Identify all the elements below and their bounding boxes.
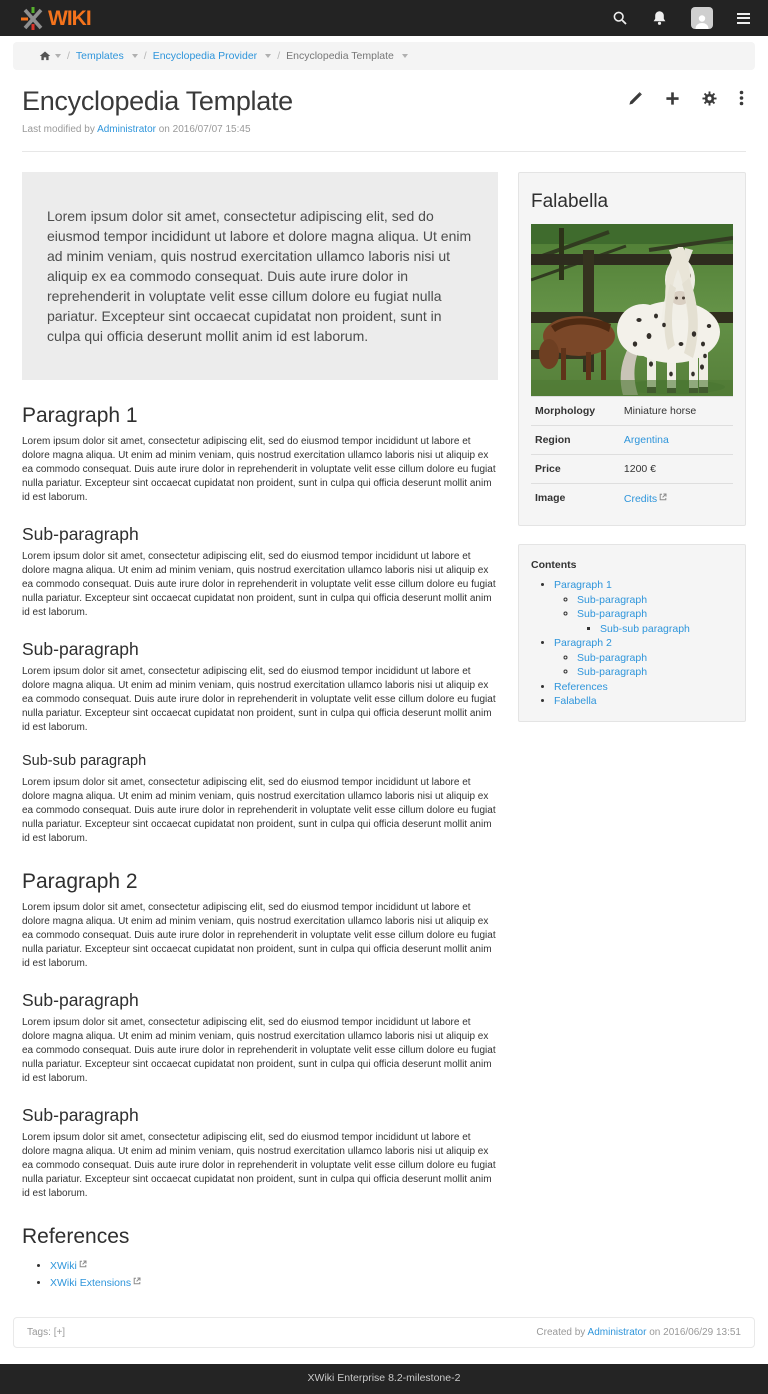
toc-panel [518,544,746,722]
add-plus-icon[interactable] [665,91,680,106]
toc-link[interactable]: Falabella [554,695,597,707]
external-link-icon [659,492,667,504]
infobox-value: 1200 € [623,463,657,475]
edit-pencil-icon[interactable] [628,91,643,106]
section-paragraph: Lorem ipsum dolor sit amet, consectetur adipiscing elit, sed do eiusmod tempor incididunt ut labore et dolore magna aliqua. Ut enim ad minim veniam, quis nostrud exercitation ullamco laboris nisi ut aliquip ex ea commodo consequat. Duis aute irure dolor in reprehenderit in voluptate velit esse cillum dolore eu fugiat nulla pariatur. Excepteur sint occaecat cupidatat non proident, sunt in culpa qui officia deserunt mollit anim id est laborum. [22,666,496,734]
section-heading: Sub-paragraph [22,639,139,660]
toc-item [554,636,733,680]
chevron-down-icon[interactable] [132,54,138,58]
infobox-label: Image [535,492,566,504]
last-modified-suffix: on 2016/07/07 15:45 [158,124,251,135]
tags [27,1327,65,1338]
infobox-row [531,484,733,514]
infobox-value-link[interactable]: Credits [623,493,658,505]
version-text: XWiki Enterprise 8.2-milestone-2 [307,1371,461,1384]
breadcrumb-separator: / [277,50,281,62]
breadcrumb-link[interactable]: Encyclopedia Provider [152,50,258,62]
last-modified [22,124,746,135]
page-header [0,70,768,135]
toc-link[interactable]: Paragraph 2 [554,637,612,649]
toc-link[interactable]: Sub-paragraph [577,593,648,606]
page-title: Encyclopedia Template [22,86,293,116]
more-kebab-icon[interactable] [739,90,744,106]
xwiki-logo-text: WIKI [48,6,91,30]
toc-list [554,651,733,680]
external-link-icon [79,1257,87,1273]
reference-link[interactable]: XWiki [50,1259,77,1272]
toc-item [554,680,733,695]
section-heading: Paragraph 1 [22,404,138,427]
tags-label: Tags: [27,1326,51,1338]
notifications-bell-icon[interactable] [652,10,667,26]
xwiki-logo-x-icon [20,5,46,31]
infobox-row [531,426,733,455]
intro-box: Lorem ipsum dolor sit amet, consectetur adipiscing elit, sed do eiusmod tempor incididunt ut labore et dolore magna aliqua. Ut enim ad minim veniam, quis nostrud exercitation ullamco laboris nisi ut aliquip ex ea commodo consequat. Duis aute irure dolor in reprehenderit in voluptate velit esse cillum dolore eu fugiat nulla pariatur. Excepteur sint occaecat cupidatat non proident, sunt in culpa qui officia deserunt mollit anim id est laborum. [22,172,498,380]
infobox-label: Price [535,463,561,475]
breadcrumb-separator: / [143,50,147,62]
section-heading: Sub-paragraph [22,1105,139,1126]
section-heading: Sub-paragraph [22,524,139,545]
section-paragraph: Lorem ipsum dolor sit amet, consectetur adipiscing elit, sed do eiusmod tempor incididunt ut labore et dolore magna aliqua. Ut enim ad minim veniam, quis nostrud exercitation ullamco laboris nisi ut aliquip ex ea commodo consequat. Duis aute irure dolor in reprehenderit in voluptate velit esse cillum dolore eu fugiat nulla pariatur. Excepteur sint occaecat cupidatat non proident, sunt in culpa qui officia deserunt mollit anim id est laborum. [22,1132,496,1200]
toc-item [554,578,733,636]
infobox-table [531,396,733,513]
toc-list [554,593,733,637]
breadcrumb-current: Encyclopedia Template [286,50,394,62]
infobox-row [531,397,733,426]
reference-link[interactable]: XWiki Extensions [50,1276,132,1289]
settings-gear-icon[interactable] [702,91,717,106]
toc-title: Contents [531,559,577,571]
infobox-panel [518,172,746,526]
infobox-label: Region [535,434,571,446]
search-icon[interactable] [612,10,628,26]
section-heading: Paragraph 2 [22,870,138,894]
reference-item [50,1257,498,1274]
xwiki-logo[interactable] [20,5,91,31]
person-icon [694,13,710,29]
toc-item [577,607,733,636]
references-heading: References [22,1225,130,1249]
section-paragraph: Lorem ipsum dolor sit amet, consectetur adipiscing elit, sed do eiusmod tempor incididunt ut labore et dolore magna aliqua. Ut enim ad minim veniam, quis nostrud exercitation ullamco laboris nisi ut aliquip ex ea commodo consequat. Duis aute irure dolor in reprehenderit in voluptate velit esse cillum dolore eu fugiat nulla pariatur. Excepteur sint occaecat cupidatat non proident, sunt in culpa qui officia deserunt mollit anim id est laborum. [22,1017,496,1085]
toc-link[interactable]: References [554,680,608,693]
section-paragraph: Lorem ipsum dolor sit amet, consectetur adipiscing elit, sed do eiusmod tempor incididunt ut labore et dolore magna aliqua. Ut enim ad minim veniam, quis nostrud exercitation ullamco laboris nisi ut aliquip ex ea commodo consequat. Duis aute irure dolor in reprehenderit in voluptate velit esse cillum dolore eu fugiat nulla pariatur. Excepteur sint occaecat cupidatat non proident, sunt in culpa qui officia deserunt mollit anim id est laborum. [22,436,496,504]
toc-link[interactable]: Sub-paragraph [577,608,648,620]
toc-link[interactable]: Sub-paragraph [577,651,648,664]
chevron-down-icon[interactable] [265,54,271,58]
content-sections [22,404,498,1201]
toc-item [577,665,733,680]
toc-link[interactable]: Paragraph 1 [554,579,612,591]
external-link-icon [133,1274,141,1290]
breadcrumb-separator: / [67,50,70,62]
infobox-label: Morphology [535,405,596,417]
created-suffix: on 2016/06/29 13:51 [649,1326,741,1338]
breadcrumb [13,42,755,70]
references-list [22,1257,498,1291]
sidebar [518,172,746,740]
add-tag-button[interactable]: [+] [53,1326,66,1338]
bottom-bar [0,1364,768,1394]
toc-item [577,651,733,666]
toc-list [577,622,733,637]
infobox-value [622,426,733,455]
chevron-down-icon[interactable] [402,54,408,58]
section-heading: Sub-sub paragraph [22,753,147,770]
infobox-value: Miniature horse [623,405,697,417]
toc-list [531,578,733,709]
toc-item [554,694,733,709]
created-author-link[interactable]: Administrator [587,1326,647,1338]
infobox-value-link[interactable]: Argentina [623,434,669,446]
toc-link[interactable]: Sub-paragraph [577,666,648,678]
user-avatar[interactable] [691,7,713,29]
section-paragraph: Lorem ipsum dolor sit amet, consectetur adipiscing elit, sed do eiusmod tempor incididunt ut labore et dolore magna aliqua. Ut enim ad minim veniam, quis nostrud exercitation ullamco laboris nisi ut aliquip ex ea commodo consequat. Duis aute irure dolor in reprehenderit in voluptate velit esse cillum dolore eu fugiat nulla pariatur. Excepteur sint occaecat cupidatat non proident, sunt in culpa qui officia deserunt mollit anim id est laborum. [22,902,496,970]
home-icon[interactable] [39,50,61,62]
toc-item [600,622,733,637]
infobox-title: Falabella [531,191,609,212]
breadcrumb-link[interactable]: Templates [75,50,124,62]
section-paragraph: Lorem ipsum dolor sit amet, consectetur adipiscing elit, sed do eiusmod tempor incididunt ut labore et dolore magna aliqua. Ut enim ad minim veniam, quis nostrud exercitation ullamco laboris nisi ut aliquip ex ea commodo consequat. Duis aute irure dolor in reprehenderit in voluptate velit esse cillum dolore eu fugiat nulla pariatur. Excepteur sint occaecat cupidatat non proident, sunt in culpa qui officia deserunt mollit anim id est laborum. [22,551,496,619]
section-paragraph: Lorem ipsum dolor sit amet, consectetur adipiscing elit, sed do eiusmod tempor incididunt ut labore et dolore magna aliqua. Ut enim ad minim veniam, quis nostrud exercitation ullamco laboris nisi ut aliquip ex ea commodo consequat. Duis aute irure dolor in reprehenderit in voluptate velit esse cillum dolore eu fugiat nulla pariatur. Excepteur sint occaecat cupidatat non proident, sunt in culpa qui officia deserunt mollit anim id est laborum. [22,777,496,845]
footer-bar [13,1317,755,1348]
last-modified-prefix: Last modified by [22,124,95,135]
created-prefix: Created by [536,1326,586,1338]
reference-item [50,1274,498,1291]
created-by [536,1327,741,1338]
infobox-row [531,455,733,484]
section-heading: Sub-paragraph [22,990,139,1011]
toc-item [577,593,733,608]
toc-link[interactable]: Sub-sub paragraph [600,622,690,635]
infobox-value [622,484,733,514]
modified-author-link[interactable]: Administrator [97,124,156,135]
top-navbar [0,0,768,36]
hamburger-menu-icon[interactable] [737,10,750,26]
horse-photo [531,224,733,396]
document-content [22,172,498,1291]
